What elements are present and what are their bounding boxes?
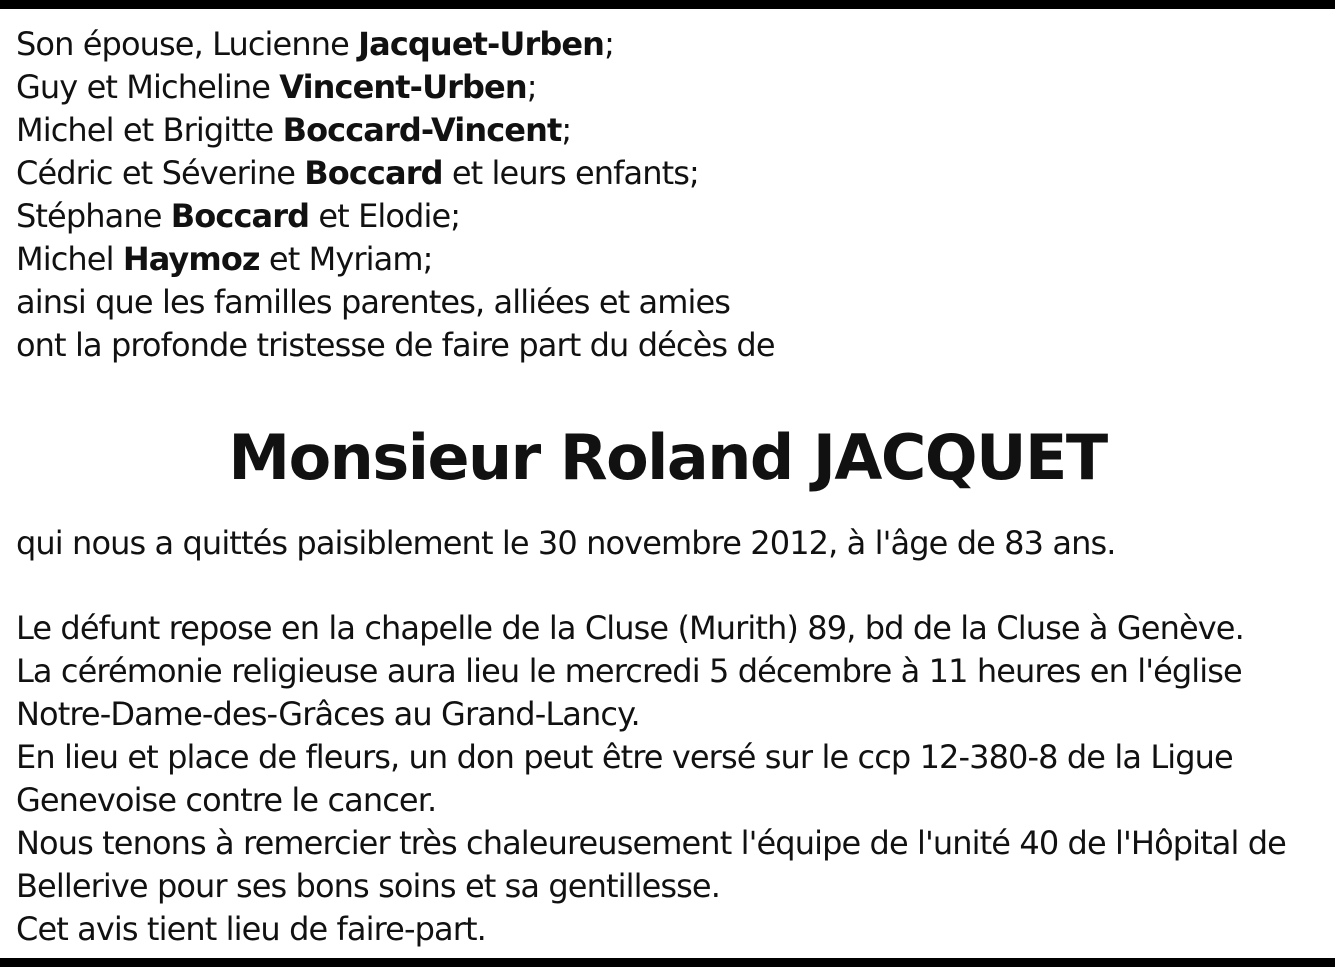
family-line bbox=[16, 66, 1326, 109]
family-surname: Boccard bbox=[170, 197, 310, 235]
details-line: Notre-Dame-des-Grâces au Grand-Lancy. bbox=[16, 695, 640, 733]
family-line bbox=[16, 23, 1326, 66]
details-line: En lieu et place de fleurs, un don peut être versé sur le ccp 12-380-8 de la Ligue bbox=[16, 738, 1233, 776]
family-line-suffix: ; bbox=[561, 111, 572, 149]
family-line-text: ainsi que les familles parentes, alliées et amies bbox=[16, 283, 731, 321]
details-line: La cérémonie religieuse aura lieu le mercredi 5 décembre à 11 heures en l'église bbox=[16, 652, 1242, 690]
family-line bbox=[16, 324, 1326, 367]
family-line-suffix: et leurs enfants; bbox=[442, 154, 699, 192]
family-line-suffix: et Elodie; bbox=[309, 197, 461, 235]
family-line-text: ont la profonde tristesse de faire part du décès de bbox=[16, 326, 775, 364]
family-line bbox=[16, 152, 1326, 195]
details-line: Nous tenons à remercier très chaleureusement l'équipe de l'unité 40 de l'Hôpital de bbox=[16, 824, 1286, 862]
family-surname: Boccard bbox=[304, 154, 443, 192]
funeral-details bbox=[16, 607, 1326, 951]
deceased-name-heading: Monsieur Roland JACQUET bbox=[228, 421, 1107, 494]
passing-statement bbox=[16, 522, 1326, 565]
family-line-text: Guy et Micheline bbox=[16, 68, 280, 106]
top-border-rule bbox=[0, 0, 1335, 9]
family-list bbox=[16, 23, 1326, 367]
bottom-border-rule bbox=[0, 958, 1335, 967]
family-surname: Vincent-Urben bbox=[279, 68, 527, 106]
family-surname: Jacquet-Urben bbox=[358, 25, 605, 63]
family-line bbox=[16, 109, 1326, 152]
details-line: Cet avis tient lieu de faire-part. bbox=[16, 910, 486, 948]
family-line-text: Michel et Brigitte bbox=[16, 111, 283, 149]
family-line-text: Michel bbox=[16, 240, 123, 278]
details-line: Bellerive pour ses bons soins et sa gentillesse. bbox=[16, 867, 720, 905]
family-line-text: Cédric et Séverine bbox=[16, 154, 305, 192]
passing-line: qui nous a quittés paisiblement le 30 novembre 2012, à l'âge de 83 ans. bbox=[16, 524, 1116, 562]
details-line: Le défunt repose en la chapelle de la Cluse (Murith) 89, bd de la Cluse à Genève. bbox=[16, 609, 1244, 647]
family-surname: Boccard-Vincent bbox=[282, 111, 562, 149]
family-line-suffix: et Myriam; bbox=[259, 240, 433, 278]
family-line-suffix: ; bbox=[604, 25, 614, 63]
family-line-text: Stéphane bbox=[16, 197, 171, 235]
family-line bbox=[16, 195, 1326, 238]
family-line bbox=[16, 238, 1326, 281]
family-line-suffix: ; bbox=[526, 68, 537, 106]
family-surname: Haymoz bbox=[122, 240, 260, 278]
family-line-text: Son épouse, Lucienne bbox=[16, 25, 359, 63]
details-line: Genevoise contre le cancer. bbox=[16, 781, 437, 819]
family-line bbox=[16, 281, 1326, 324]
